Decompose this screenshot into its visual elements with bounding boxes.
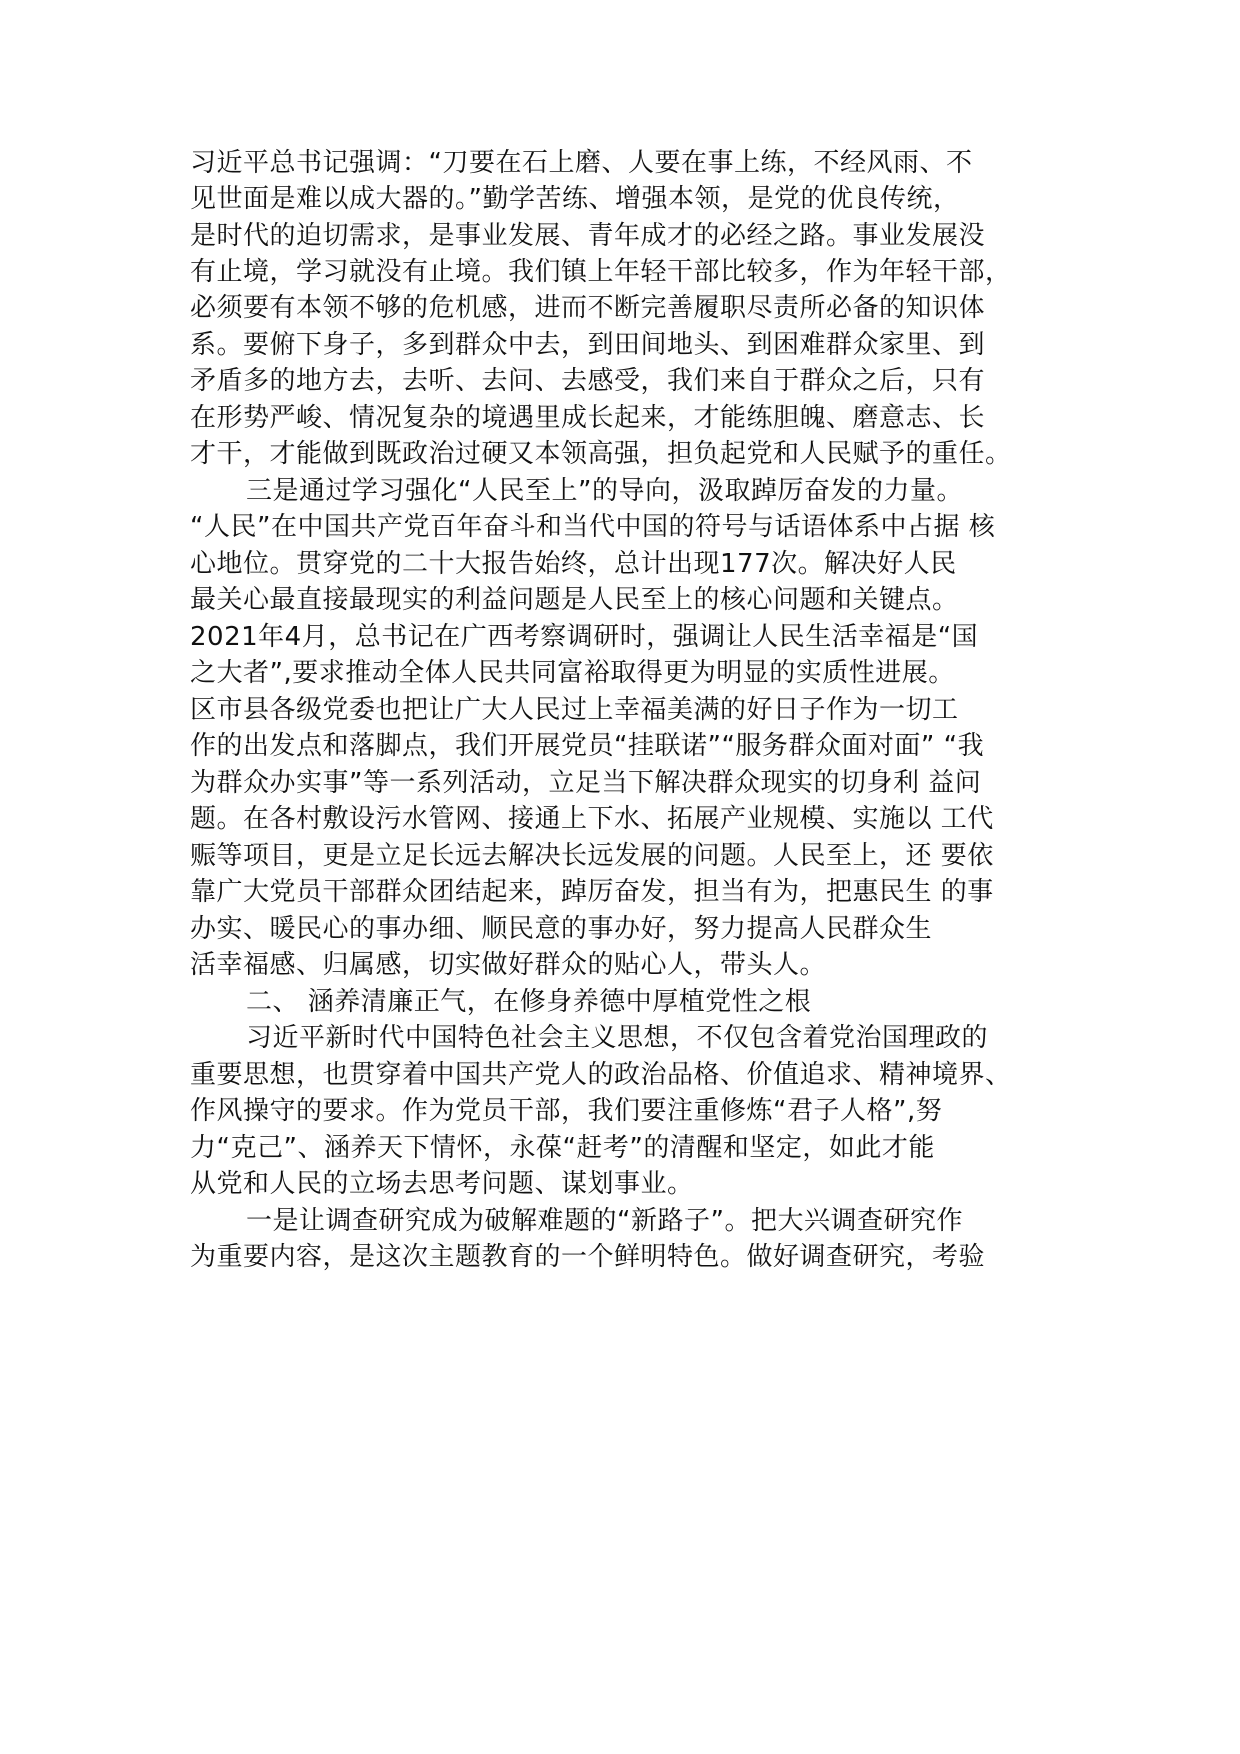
paragraph-line: 在形势严峻、情况复杂的境遇里成长起来，才能练胆魄、磨意志、长 [190,403,986,433]
paragraph-line-indented: 三是通过学习强化“人民至上”的导向，汲取踔厉奋发的力量。 [246,476,963,506]
paragraph-line: 2021年4月，总书记在广西考察调研时，强调让人民生活幸福是“国 [190,622,979,652]
paragraph-line: 见世面是难以成大器的。”勤学苦练、增强本领，是党的优良传统， [190,184,960,214]
paragraph-line: 必须要有本领不够的危机感，进而不断完善履职尽责所必备的知识体 [190,293,986,323]
paragraph-line: 重要思想，也贯穿着中国共产党人的政治品格、价值追求、精神境界、 [190,1060,1012,1090]
paragraph-line: 力“克己”、涵养天下情怀，永葆“赶考”的清醒和坚定，如此才能 [190,1133,935,1163]
paragraph-line: 作的出发点和落脚点，我们开展党员“挂联诺”“服务群众面对面” “我 [190,731,985,761]
section-heading: 二、 涵养清廉正气，在修身养德中厚植党性之根 [246,987,812,1017]
paragraph-line: 习近平总书记强调：“刀要在石上磨、人要在事上练，不经风雨、不 [190,148,973,178]
paragraph-line: 最关心最直接最现实的利益问题是人民至上的核心问题和关键点。 [190,585,959,615]
paragraph-line: 之大者”,要求推动全体人民共同富裕取得更为明显的实质性进展。 [190,658,955,688]
paragraph-line: 区市县各级党委也把让广大人民过上幸福美满的好日子作为一切工 [190,695,959,725]
paragraph-line: 矛盾多的地方去，去听、去问、去感受，我们来自于群众之后，只有 [190,366,986,396]
paragraph-line: 办实、暖民心的事办细、顺民意的事办好，努力提高人民群众生 [190,914,933,944]
paragraph-line: 才干，才能做到既政治过硬又本领高强，担负起党和人民赋予的重任。 [190,439,1012,469]
paragraph-line: 赈等项目，更是立足长远去解决长远发展的问题。人民至上，还 要依 [190,841,994,871]
paragraph-line: 是时代的迫切需求，是事业发展、青年成才的必经之路。事业发展没 [190,221,986,251]
paragraph-line: 心地位。贯穿党的二十大报告始终，总计出现177次。解决好人民 [190,549,957,579]
paragraph-line: 有止境，学习就没有止境。我们镇上年轻干部比较多，作为年轻干部， [190,257,1012,287]
paragraph-line: 靠广大党员干部群众团结起来，踔厉奋发，担当有为，把惠民生 的事 [190,877,994,907]
paragraph-line: 题。在各村敷设污水管网、接通上下水、拓展产业规模、实施以 工代 [190,804,994,834]
paragraph-line-indented: 习近平新时代中国特色社会主义思想，不仅包含着党治国理政的 [246,1023,989,1053]
paragraph-line: 作风操守的要求。作为党员干部，我们要注重修炼“君子人格”,努 [190,1096,943,1126]
paragraph-line: 活幸福感、归属感，切实做好群众的贴心人，带头人。 [190,950,827,980]
paragraph-line-indented: 一是让调查研究成为破解难题的“新路子”。把大兴调查研究作 [246,1206,963,1236]
paragraph-line: 系。要俯下身子，多到群众中去，到田间地头、到困难群众家里、到 [190,330,986,360]
paragraph-line: 为重要内容，是这次主题教育的一个鲜明特色。做好调查研究，考验 [190,1242,986,1272]
paragraph-line: 为群众办实事”等一系列活动，立足当下解决群众现实的切身利 益问 [190,768,982,798]
paragraph-line: “人民”在中国共产党百年奋斗和当代中国的符号与话语体系中占据 核 [190,512,996,542]
paragraph-line: 从党和人民的立场去思考问题、谋划事业。 [190,1169,694,1199]
